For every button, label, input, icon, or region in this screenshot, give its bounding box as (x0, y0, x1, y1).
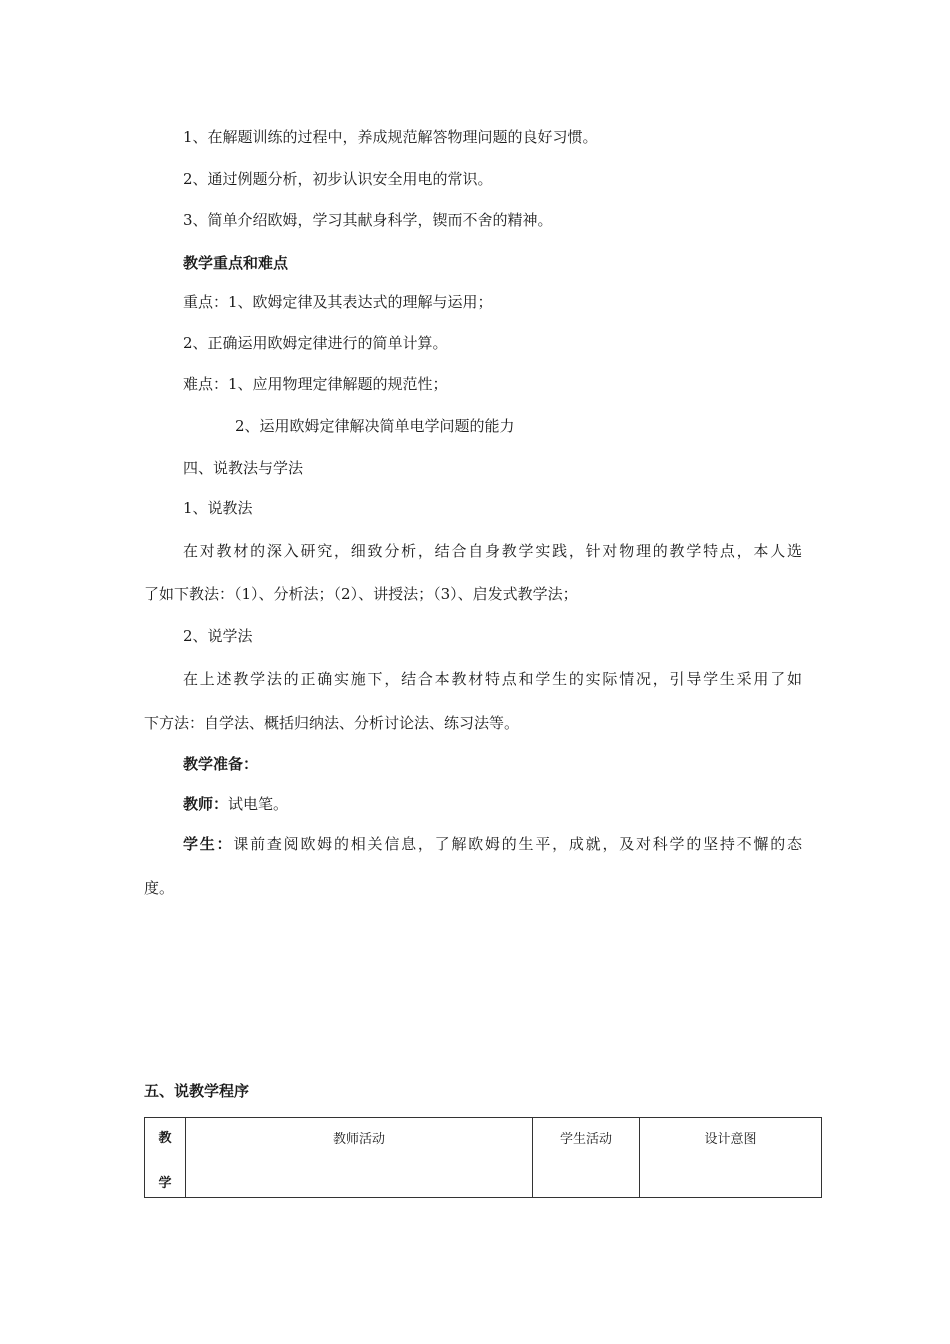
procedure-heading: 五、说教学程序 (144, 1082, 250, 1100)
table-row (145, 1118, 822, 1198)
focus-point-2: 2、正确运用欧姆定律进行的简单计算。 (183, 334, 448, 352)
student-preparation-line-1 (183, 834, 802, 854)
student-label: 学生： (183, 835, 234, 853)
teacher-preparation (183, 794, 288, 814)
focus-point-1: 重点：1、欧姆定律及其表达式的理解与运用； (183, 293, 493, 311)
learning-method-heading: 2、说学法 (183, 627, 253, 645)
teaching-method-heading: 1、说教法 (183, 499, 253, 517)
student-text: 课前查阅欧姆的相关信息，了解欧姆的生平，成就，及对科学的坚持不懈的态 (233, 835, 802, 853)
preparation-heading: 教学准备： (183, 755, 259, 773)
teaching-method-line-2: 了如下教法：（1）、分析法；（2）、讲授法；（3）、启发式教学法； (144, 585, 578, 603)
student-preparation-line-2: 度。 (144, 879, 175, 897)
teaching-method-line-1: 在对教材的深入研究，细致分析，结合自身教学实践，针对物理的教学特点，本人选 (183, 542, 802, 560)
objective-2: 2、通过例题分析，初步认识安全用电的常识。 (183, 170, 493, 188)
stage-column-header (145, 1118, 186, 1198)
learning-method-line-2: 下方法：自学法、概括归纳法、分析讨论法、练习法等。 (144, 714, 520, 732)
teacher-activity-header: 教师活动 (186, 1118, 533, 1198)
teacher-label: 教师： (183, 795, 229, 813)
difficulty-point-2: 2、运用欧姆定律解决简单电学问题的能力 (235, 417, 515, 435)
key-points-heading: 教学重点和难点 (183, 254, 289, 272)
methods-heading-text: 四、说教法与学法 (183, 459, 304, 477)
methods-heading (183, 458, 303, 478)
objective-1: 1、在解题训练的过程中，养成规范解答物理问题的良好习惯。 (183, 128, 598, 146)
procedure-table (144, 1117, 822, 1198)
difficulty-point-1: 难点：1、应用物理定律解题的规范性； (183, 375, 448, 393)
teacher-text: 试电笔。 (228, 795, 289, 813)
stage-char-1: 教 (158, 1131, 172, 1146)
learning-method-line-1: 在上述教学法的正确实施下，结合本教材特点和学生的实际情况，引导学生采用了如 (183, 670, 802, 688)
objective-3: 3、简单介绍欧姆，学习其献身科学，锲而不舍的精神。 (183, 211, 553, 229)
student-activity-header: 学生活动 (533, 1118, 640, 1198)
design-intent-header: 设计意图 (640, 1118, 822, 1198)
stage-char-2: 学 (158, 1176, 172, 1191)
